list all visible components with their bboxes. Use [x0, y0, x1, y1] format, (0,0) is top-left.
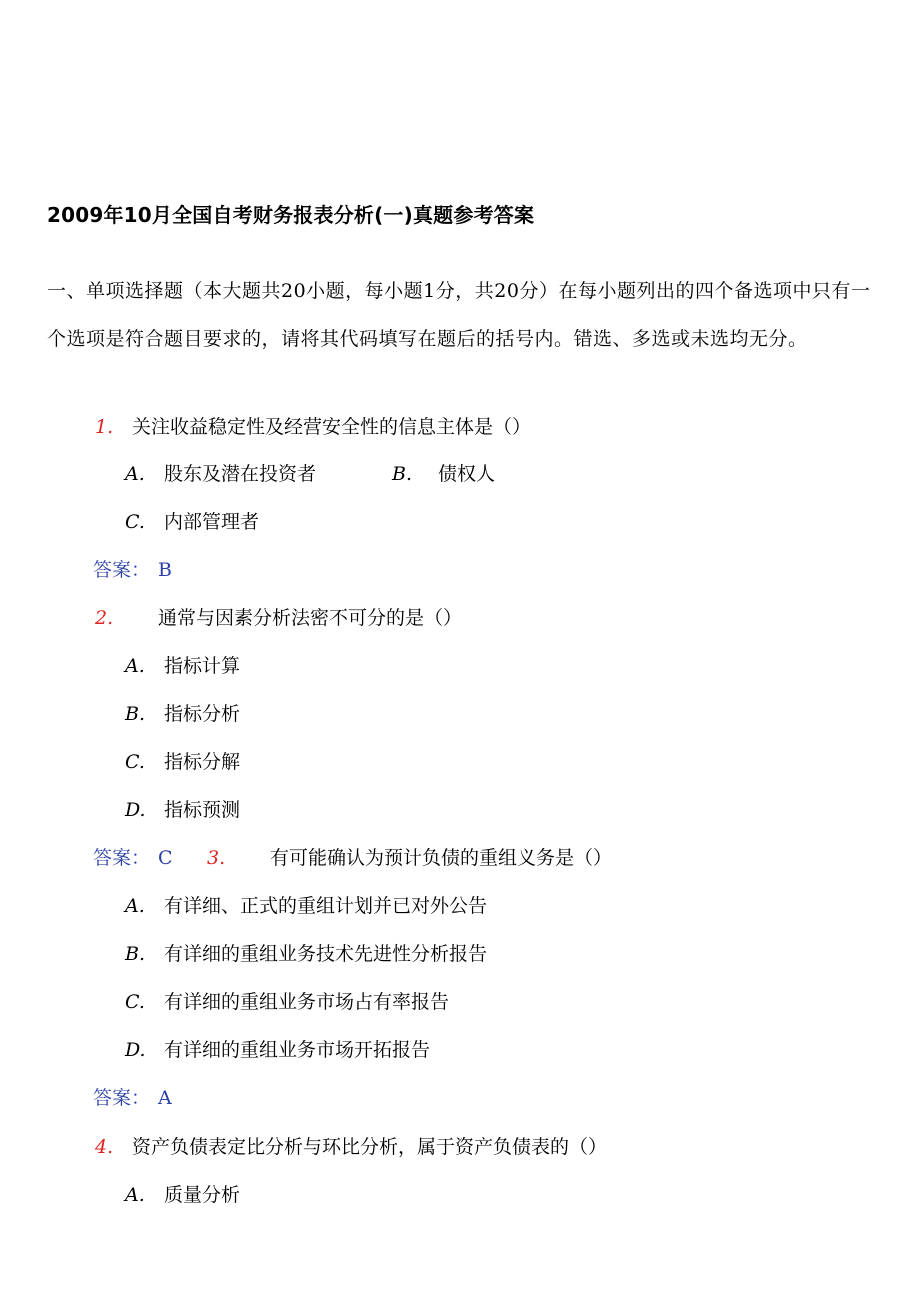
- question-number: 4.: [95, 1136, 114, 1158]
- answer-value: C: [158, 847, 173, 869]
- page-title: 2009年10月全国自考财务报表分析(一)真题参考答案: [47, 203, 535, 227]
- option-letter: B.: [125, 703, 146, 725]
- question-3-answer: [0, 1082, 920, 1114]
- option-text: 有详细的重组业务市场占有率报告: [164, 991, 450, 1013]
- question-1: [0, 411, 920, 443]
- option-letter: B.: [125, 943, 146, 965]
- option-letter: C.: [125, 511, 145, 533]
- option-letter: A.: [125, 1184, 145, 1206]
- question-text: 通常与因素分析法密不可分的是（）: [158, 607, 463, 629]
- answer-value: B: [158, 559, 172, 581]
- question-3-option-a: [0, 890, 920, 922]
- option-text: 股东及潜在投资者: [164, 463, 317, 485]
- option-letter: A.: [125, 463, 145, 485]
- question-text: 关注收益稳定性及经营安全性的信息主体是（）: [132, 416, 532, 438]
- question-2-option-d: [0, 794, 920, 826]
- option-text: 债权人: [438, 463, 496, 485]
- question-2-option-a: [0, 650, 920, 682]
- question-4: [0, 1131, 920, 1163]
- question-text: 有可能确认为预计负债的重组义务是（）: [270, 847, 613, 869]
- option-text: 指标预测: [164, 799, 241, 821]
- option-text: 有详细的重组业务市场开拓报告: [164, 1039, 431, 1061]
- option-text: 指标计算: [164, 655, 241, 677]
- question-3-option-c: [0, 986, 920, 1018]
- answer-label: 答案：: [93, 559, 151, 581]
- answer-value: A: [158, 1087, 172, 1109]
- section-intro: 一、单项选择题（本大题共20小题，每小题1分，共20分）在每小题列出的四个备选项中只有一个选项是符合题目要求的，请将其代码填写在题后的括号内。错选、多选或未选均无分。: [47, 280, 871, 350]
- question-2: [0, 602, 920, 634]
- option-letter: C.: [125, 751, 145, 773]
- question-2-option-b: [0, 698, 920, 730]
- question-1-option-c: [0, 506, 920, 538]
- option-letter: B.: [392, 463, 413, 485]
- option-text: 指标分解: [164, 751, 241, 773]
- question-4-option-a: [0, 1179, 920, 1211]
- option-text: 有详细的重组业务技术先进性分析报告: [164, 943, 488, 965]
- answer-label: 答案：: [93, 1087, 151, 1109]
- option-letter: A.: [125, 895, 145, 917]
- question-text: 资产负债表定比分析与环比分析，属于资产负债表的（）: [132, 1136, 608, 1158]
- question-1-options-row: [0, 458, 920, 490]
- option-letter: C.: [125, 991, 145, 1013]
- question-number: 3.: [207, 847, 226, 869]
- question-2-option-c: [0, 746, 920, 778]
- option-text: 内部管理者: [164, 511, 260, 533]
- question-3-option-b: [0, 938, 920, 970]
- question-2-answer-and-question-3: [0, 842, 920, 874]
- option-letter: D.: [125, 799, 146, 821]
- option-letter: A.: [125, 655, 145, 677]
- question-number: 1.: [95, 416, 114, 438]
- question-3-option-d: [0, 1034, 920, 1066]
- option-text: 指标分析: [164, 703, 241, 725]
- option-letter: D.: [125, 1039, 146, 1061]
- question-1-answer: [0, 554, 920, 586]
- option-text: 有详细、正式的重组计划并已对外公告: [164, 895, 488, 917]
- answer-label: 答案：: [93, 847, 151, 869]
- question-number: 2.: [95, 607, 114, 629]
- option-text: 质量分析: [164, 1184, 241, 1206]
